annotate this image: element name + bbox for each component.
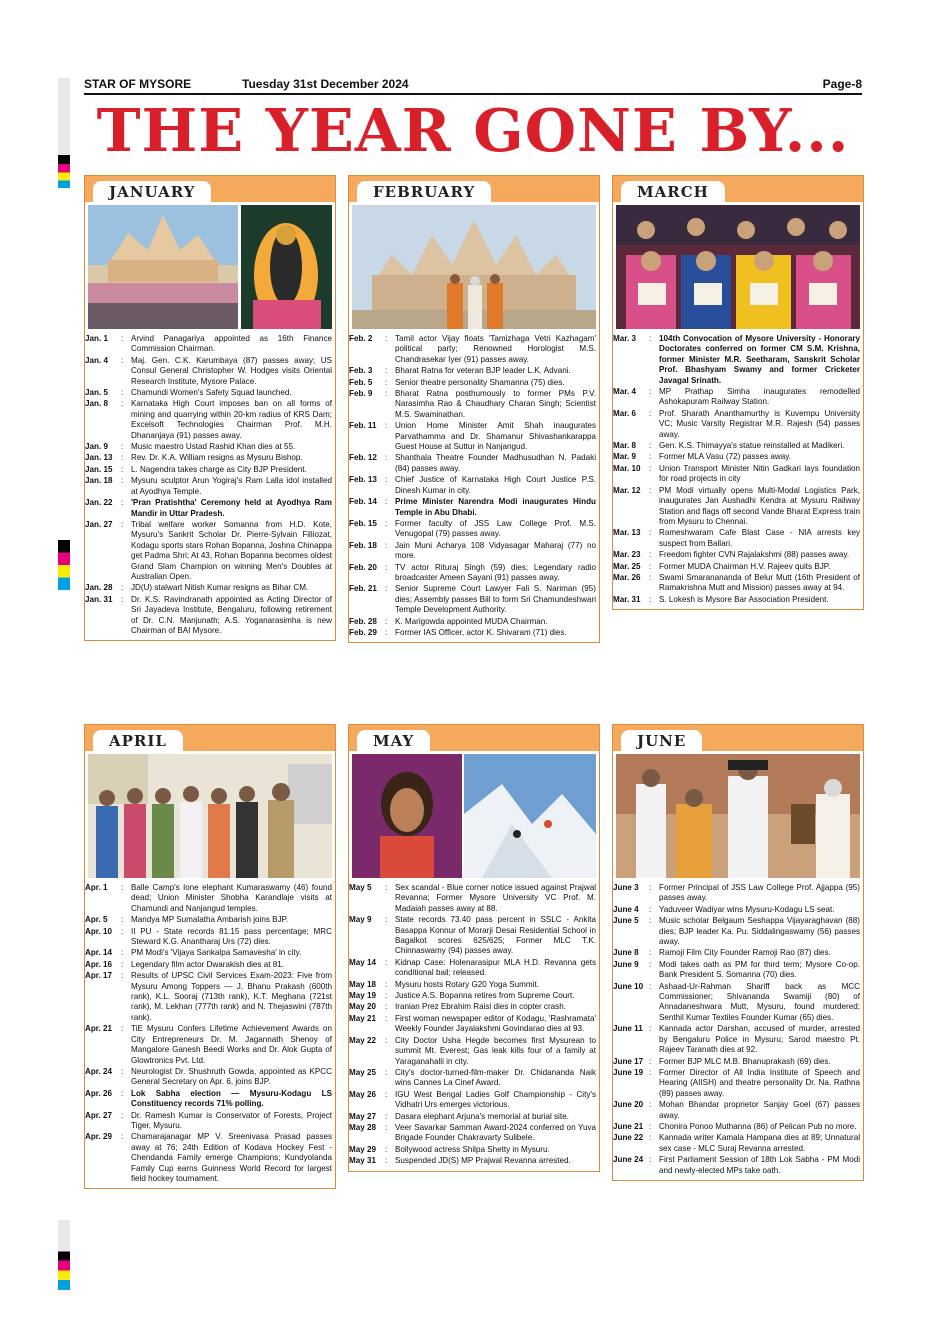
list-item: June 11 : Kannada actor Darshan, accused of murder, arrested by Bengaluru Police in Mysuru; Sarod maestro Pt. Rajeev Taranath dies at 92. — [613, 1024, 860, 1055]
month-panel-march — [612, 175, 864, 610]
list-item: June 22 : Kannada writer Kamala Hampana dies at 89; Unnatural sex case - MLC Suraj Revanna arrested. — [613, 1133, 860, 1153]
list-item: May 26 : IGU West Bengal Ladies Golf Championship - City's Vidhatri Urs emerges victorious. — [349, 1089, 596, 1110]
list-item: Jan. 1 : Arvind Panagariya appointed as 16th Finance Commission Chairman. — [85, 334, 332, 354]
list-item: May 22 : City Doctor Usha Hegde becomes first Mysurean to summit Mt. Everest; Gas leak kills four of a family at Yaraganahalli in city. — [349, 1035, 596, 1066]
month-panel-february — [348, 175, 600, 643]
list-item: June 17 : Former BJP MLC M.B. Bhanuprakash (69) dies. — [613, 1056, 831, 1066]
list-item: June 19 : Former Director of All India Institute of Speech and Hearing (AIISH) and theatre personality Dr. Na. Rathna (89) passes away. — [613, 1067, 860, 1098]
list-item: Apr. 10 : II PU - State records 81.15 pass percentage; MRC Steward K.G. Anantharaj Urs (72) dies. — [85, 926, 332, 947]
month-title: MARCH — [621, 181, 725, 202]
list-item: May 5 : Sex scandal - Blue corner notice issued against Prajwal Revanna; Former Mysore University VC Prof. M. Madaiah passes away at 88. — [349, 883, 596, 913]
photo-oath-ceremony — [616, 754, 860, 878]
registration-marks-bottom — [58, 1220, 70, 1290]
list-item: Apr. 14 : PM Modi's 'Vijaya Sankalpa Samavesha' in city. — [85, 948, 302, 958]
registration-marks-top — [58, 78, 70, 188]
photo-convocation — [616, 205, 860, 329]
list-item: Jan. 22 : 'Pran Pratishtha' Ceremony held at Ayodhya Ram Mandir in Uttar Pradesh. — [85, 498, 332, 518]
list-item: Feb. 20 : TV actor Rituraj Singh (59) dies; Legendary radio broadcaster Ameen Sayani (91) passes away. — [349, 562, 596, 582]
list-item: June 20 : Mohan Bhandar proprietor Sanjay Goel (67) passes away. — [613, 1100, 860, 1120]
list-item: Mar. 9 : Former MLA Vasu (72) passes away. — [613, 452, 791, 462]
list-item: Jan. 8 : Karnataka High Court imposes ban on all forms of mining and quarrying within 20-km radius of KRS Dam; Excelsoft Technologies Chairman Prof. M.H. Dhananjaya (91) passes away. — [85, 399, 332, 440]
list-item: Mar. 4 : MP Prathap Simha inaugurates remodelled Ashokapuram Railway Station. — [613, 387, 860, 407]
list-item: Mar. 12 : PM Modi virtually opens Multi-Modal Logistics Park, inaugurates Jan Aushadhi Kendra at Mysuru Railway Station and flags off second Vande Bharat Express train from Mysuru to Chennai. — [613, 485, 860, 526]
list-item: Jan. 27 : Tribal welfare worker Somanna from H.D. Kote, Mysuru's Sankrit Scholar Dr. Pierre-Sylvain Filliozat, Kodagu sports stars Rohan Bopanna, Joshna Chinappa get Padma Shri; At 43, Rohan Bopanna becomes oldest Grand Slam Champion on winning Men's Doubles at Australian Open. — [85, 519, 332, 581]
list-item: Mar. 23 : Freedom fighter CVN Rajalakshmi (88) passes away. — [613, 550, 850, 560]
list-item: Feb. 3 : Bharat Ratna for veteran BJP leader L.K. Advani. — [349, 366, 571, 376]
list-item: Apr. 1 : Balle Camp's lone elephant Kumaraswamy (46) found dead; Union Minister Shobha Karandlaje visits at Chamundi and Nanjangud temples. — [85, 883, 332, 913]
list-item: Apr. 5 : Mandya MP Sumalatha Ambarish joins BJP. — [85, 915, 289, 925]
list-item: May 18 : Mysuru hosts Rotary G20 Yoga Summit. — [349, 979, 539, 989]
entry-list — [85, 332, 335, 640]
list-item: Feb. 18 : Jain Muni Acharya 108 Vidyasagar Maharaj (77) no more. — [349, 540, 596, 561]
month-panel-june — [612, 724, 864, 1181]
list-item: Jan. 18 : Mysuru sculptor Arun Yogiraj's Ram Lalla idol installed at Ayodhya Temple. — [85, 476, 332, 496]
issue-date: Tuesday 31st December 2024 — [242, 77, 409, 91]
list-item: Feb. 11 : Union Home Minister Amit Shah inaugurates Parvathamma and Dr. Shamanur Shivashankarappa Guest House at Suttur in Nanjangud. — [349, 421, 596, 452]
list-item: May 21 : First woman newspaper editor of Kodagu, 'Rashramata' Weekly Founder Jayalakshmi Govindarao dies at 93. — [349, 1013, 596, 1034]
list-item: Apr. 29 : Chamarajanagar MP V. Sreenivasa Prasad passes away at 76; 24th Edition of Kodava Hockey Fest - Chendanda Family emerge Champions; Kundyolanda Family Cup earns Guinness World Record for largest field hockey tournament. — [85, 1132, 332, 1183]
month-panel-january — [84, 175, 336, 641]
page-number: Page-8 — [822, 77, 862, 91]
month-title: APRIL — [93, 730, 183, 751]
photo-voters-queue — [88, 754, 332, 878]
publication-name: STAR OF MYSORE — [84, 77, 192, 91]
list-item: May 14 : Kidnap Case: Holenarasipur MLA H.D. Revanna gets conditional bail; released. — [349, 957, 596, 978]
list-item: June 10 : Ashaad-Ur-Rahman Shariff back as MCC Commissioner; Shivananda Swamiji (80) of Annadaneshwara Mutt, Mysuru, found murdered; Senthil Kumar Textiles Founder Kumar (65) dies. — [613, 981, 860, 1022]
list-item: May 19 : Justice A.S. Bopanna retires from Supreme Court. — [349, 991, 575, 1001]
list-item: Jan. 13 : Rev. Dr. K.A. William resigns as Mysuru Bishop. — [85, 453, 303, 463]
list-item: June 8 : Ramoji Film City Founder Ramoji Rao (87) dies. — [613, 948, 831, 958]
list-item: Jan. 4 : Maj. Gen. C.K. Karumbaya (87) passes away; US Consul General Christopher W. Hodges visits Oriental Research Institute, Mysore Palace. — [85, 355, 332, 386]
entry-list — [85, 881, 335, 1188]
list-item: May 28 : Veer Savarkar Samman Award-2024 conferred on Yuva Brigade Founder Chakravarty Sulibele. — [349, 1122, 596, 1143]
list-item: Mar. 31 : S. Lokesh is Mysore Bar Association President. — [613, 594, 829, 604]
list-item: Jan. 28 : JD(U) stalwart Nitish Kumar resigns as Bihar CM. — [85, 583, 309, 593]
list-item: June 24 : First Parliament Session of 18th Lok Sabha - PM Modi and newly-elected MPs take oath. — [613, 1155, 860, 1175]
month-header — [85, 725, 335, 751]
list-item: Feb. 28 : K. Marigowda appointed MUDA Chairman. — [349, 616, 548, 626]
list-item: Apr. 24 : Neurologist Dr. Shushruth Gowda, appointed as KPCC General Secretary on Apr. 6, joins BJP. — [85, 1066, 332, 1087]
entry-list — [349, 332, 599, 642]
list-item: Apr. 27 : Dr. Ramesh Kumar is Conservator of Forests, Project Tiger, Mysuru. — [85, 1110, 332, 1130]
photo-ayodhya-ram-mandir — [88, 205, 332, 329]
month-header — [349, 725, 599, 751]
list-item: May 29 : Bollywood actress Shilpa Shetty in Mysuru. — [349, 1144, 550, 1154]
masthead — [84, 77, 862, 91]
list-item: Jan. 5 : Chamundi Women's Safety Squad launched. — [85, 388, 292, 398]
list-item: June 3 : Former Principal of JSS Law College Prof. Ajjappa (95) passes away. — [613, 883, 860, 903]
month-title: JANUARY — [93, 181, 211, 202]
month-panel-april — [84, 724, 336, 1189]
list-item: Mar. 13 : Rameshwaram Cafe Blast Case - NIA arrests key suspect from Ballari. — [613, 528, 860, 548]
list-item: Mar. 3 : 104th Convocation of Mysore University - Honorary Doctorates conferred on former CM S.M. Krishna, former Minister M.R. Seetharam, Sanskrit Scholar Prof. Bhashyam Swamy and former Cricketer Javagal Srinath. — [613, 334, 860, 385]
list-item: Apr. 21 : TiE Mysuru Confers Lifetime Achievement Awards on City Entrepreneurs Dr. M. Jagannath Shenoy of Mangalore Ganesh Beedi Works and Dr. Alok Gupta of Glowtronics Pvt. Ltd. — [85, 1024, 332, 1065]
list-item: Feb. 15 : Former faculty of JSS Law College Prof. M.S. Venugopal (79) passes away. — [349, 518, 596, 539]
month-header — [85, 176, 335, 202]
list-item: June 4 : Yaduveer Wadiyar wins Mysuru-Kodagu LS seat. — [613, 904, 835, 914]
month-header — [613, 725, 863, 751]
entry-list — [613, 332, 863, 609]
list-item: Feb. 14 : Prime Minister Narendra Modi inaugurates Hindu Temple in Abu Dhabi. — [349, 497, 596, 517]
list-item: May 20 : Iranian Prez Ebrahim Raisi dies in copter crash. — [349, 1002, 566, 1012]
list-item: Feb. 12 : Shanthala Theatre Founder Madhusudhan N. Padaki (84) passes away. — [349, 453, 596, 473]
list-item: Mar. 6 : Prof. Sharath Ananthamurthy is Kuvempu University VC; Music Varsity Registrar M.R. Rajesh (54) passes away. — [613, 408, 860, 439]
list-item: May 9 : State records 73.40 pass percent in SSLC - Ankita Basappa Konnur of Morarji Desai Residential School in Bagalkot scores 625/625; Former MLC T.K. Chinnaswamy (94) passes away. — [349, 915, 596, 956]
list-item: June 9 : Modi takes oath as PM for third term; Mysore Co-op. Bank President S. Somanna (70) dies. — [613, 959, 860, 980]
list-item: Feb. 29 : Former IAS Officer, actor K. Shivaram (71) dies. — [349, 627, 567, 637]
list-item: June 21 : Chonira Ponoo Muthanna (86) of Pelican Pub no more. — [613, 1121, 857, 1131]
month-title: FEBRUARY — [357, 181, 491, 202]
list-item: Feb. 2 : Tamil actor Vijay floats 'Tamizhaga Vetri Kazhagam' political party; Renowned Horologist M.S. Chandrasekar Iyer (91) passes away. — [349, 334, 596, 364]
list-item: Feb. 21 : Senior Supreme Court Lawyer Fali S. Nariman (95) dies; Assembly passes Bill to form Sri Chamundeshwari Temple Development Authority. — [349, 584, 596, 615]
month-panel-may — [348, 724, 600, 1172]
list-item: Feb. 5 : Senior theatre personality Shamanna (75) dies. — [349, 377, 565, 387]
entry-list — [613, 881, 863, 1180]
month-title: MAY — [357, 730, 430, 751]
month-header — [349, 176, 599, 202]
list-item: Mar. 26 : Swami Smaranananda of Belur Mutt (16th President of Ramakrishna Mutt and Mission) passes away at 94. — [613, 572, 860, 593]
list-item: Jan. 31 : Dr. K.S. Ravindranath appointed as Acting Director of Sri Jayadeva Institute, Bengaluru, following retirement of Dr. C.N. Manjunath; A.S. Yoganarasimha is new Chairman of BAI Mysore. — [85, 594, 332, 635]
list-item: Mar. 8 : Gen. K.S. Thimayya's statue reinstalled at Madikeri. — [613, 441, 845, 451]
list-item: Jan. 9 : Music maestro Ustad Rashid Khan dies at 55. — [85, 442, 296, 452]
masthead-rule — [84, 93, 862, 95]
list-item: Apr. 16 : Legendary film actor Dwarakish dies at 81. — [85, 959, 284, 969]
list-item: May 27 : Dasara elephant Arjuna's memorial at burial site. — [349, 1111, 569, 1121]
page-headline: THE YEAR GONE BY... — [96, 96, 850, 165]
list-item: Apr. 17 : Results of UPSC Civil Services Exam-2023: Five from Mysuru Among Toppers — J. Bhanu Prakash (600th rank), K.L. Sooraj (713th rank), K.T. Meghana (721st rank), M. Lekhan (777th rank) and N. Thejaswini (787th rank). — [85, 971, 332, 1022]
month-header — [613, 176, 863, 202]
list-item: Mar. 25 : Former MUDA Chairman H.V. Rajeev quits BJP. — [613, 561, 831, 571]
photo-everest-summit — [352, 754, 596, 878]
list-item: May 25 : City's doctor-turned-film-maker Dr. Chidananda Naik wins Cannes La Cinef Award. — [349, 1067, 596, 1088]
list-item: June 5 : Music scholar Belgaum Seshappa Vijayaraghavan (88) dies; BJP leader Ka. Pu. Siddalingaswamy (56) passes away. — [613, 916, 860, 947]
registration-marks-middle — [58, 540, 70, 590]
list-item: Jan. 15 : L. Nagendra takes charge as City BJP President. — [85, 464, 307, 474]
list-item: Feb. 9 : Bharat Ratna posthumously to former PMs P.V. Narasimha Rao & Chaudhary Charan Singh; Scientist M.S. Swaminathan. — [349, 389, 596, 419]
list-item: May 31 : Suspended JD(S) MP Prajwal Revanna arrested. — [349, 1156, 571, 1166]
list-item: Feb. 13 : Chief Justice of Karnataka High Court Justice P.S. Dinesh Kumar in city. — [349, 475, 596, 495]
list-item: Mar. 10 : Union Transport Minister Nitin Gadkari lays foundation for road projects in city — [613, 463, 860, 484]
month-title: JUNE — [621, 730, 702, 751]
list-item: Apr. 26 : Lok Sabha election — Mysuru-Kodagu LS Constituency records 71% polling. — [85, 1088, 332, 1109]
entry-list — [349, 881, 599, 1171]
photo-abu-dhabi-temple — [352, 205, 596, 329]
